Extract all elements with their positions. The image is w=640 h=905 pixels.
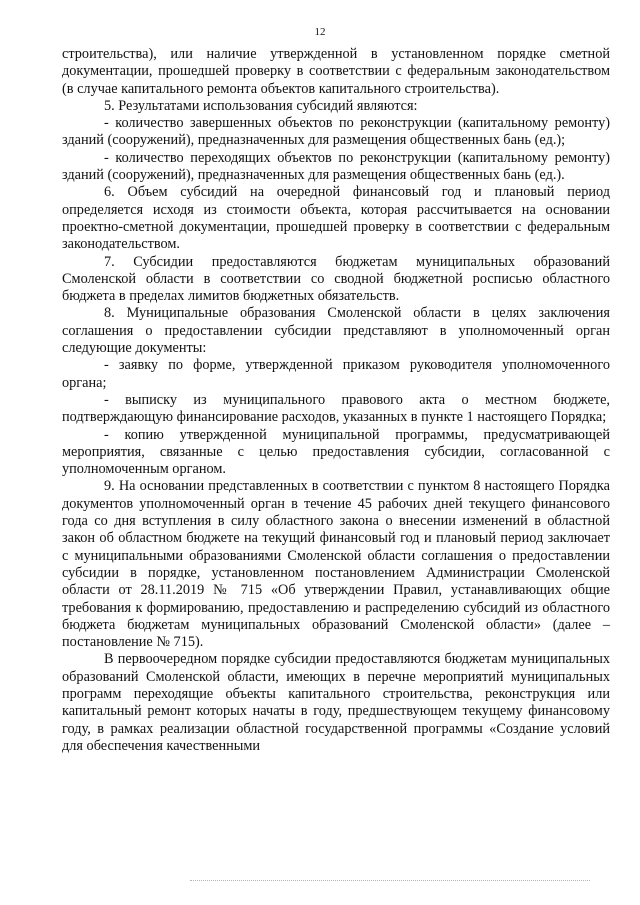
paragraph-item-5: 5. Результатами использования субсидий являются:: [104, 97, 418, 114]
page-number: 12: [314, 26, 326, 38]
list-item-program-copy: - копию утвержденной муниципальной программы, предусматривающей мероприятия, связанные с целью предоставления субсидии, согласованной с уполномоченным органом.: [62, 426, 610, 478]
paragraph-item-7: 7. Субсидии предоставляются бюджетам муниципальных образований Смоленской области в соответствии со сводной бюджетной росписью областного бюджета в пределах лимитов бюджетных обязательств.: [62, 253, 610, 305]
list-item-completed-objects: - количество завершенных объектов по реконструкции (капитальному ремонту) зданий (сооружений), предназначенных для размещения общественных бань (ед.);: [62, 115, 610, 149]
list-item-extract: - выписку из муниципального правового акта о местном бюджете, подтверждающую финансирование расходов, указанных в пункте 1 настоящего Порядка;: [62, 391, 610, 426]
footer-divider: [190, 880, 590, 881]
list-item-transitional-objects: - количество переходящих объектов по реконструкции (капитальному ремонту) зданий (сооружений), предназначенных для размещения общественных бань (ед.).: [62, 149, 610, 184]
paragraph-item-8: 8. Муниципальные образования Смоленской области в целях заключения соглашения о предоставлении субсидии представляют в уполномоченный орган следующие документы:: [62, 305, 610, 357]
paragraph-item-9: 9. На основании представленных в соответствии с пунктом 8 настоящего Порядка документов уполномоченный орган в течение 45 рабочих дней текущего финансового года со дня вступления в силу областного закона о внесении изменений в областной закон об областном бюджете на текущий финансовый год и плановый период заключает с муниципальными образованиями Смоленской области соглашения о предоставлении субсидии в порядке, установленном постановлением Администрации Смоленской области от 28.11.2019 № 715 «Об утверждении Правил, устанавливающих общие требования к формированию, предоставлению и распределению субсидий из областного бюджета бюджетам муниципальных образований Смоленской области» (далее – постановление № 715).: [62, 478, 610, 651]
paragraph-continuation: строительства), или наличие утвержденной в установленном порядке сметной документации, прошедшей проверку в соответствии с федеральным законодательством (в случае капитального ремонта объектов капитального строительства).: [62, 46, 610, 97]
paragraph-priority: В первоочередном порядке субсидии предоставляются бюджетам муниципальных образований Смоленской области, имеющих в перечне мероприятий муниципальных программ переходящие объекты капитального строительства, реконструкция или капитальный ремонт которых начаты в году, предшествующем текущему финансовому году, в рамках реализации областной государственной программы «Создание условий для обеспечения качественными: [62, 651, 610, 754]
paragraph-item-6: 6. Объем субсидий на очередной финансовый год и плановый период определяется исходя из стоимости объекта, которая рассчитывается на основании проектно-сметной документации, прошедшей проверку в соответствии с федеральным законодательством.: [62, 184, 610, 253]
document-body: [62, 46, 610, 755]
list-item-application: - заявку по форме, утвержденной приказом руководителя уполномоченного органа;: [62, 357, 610, 391]
